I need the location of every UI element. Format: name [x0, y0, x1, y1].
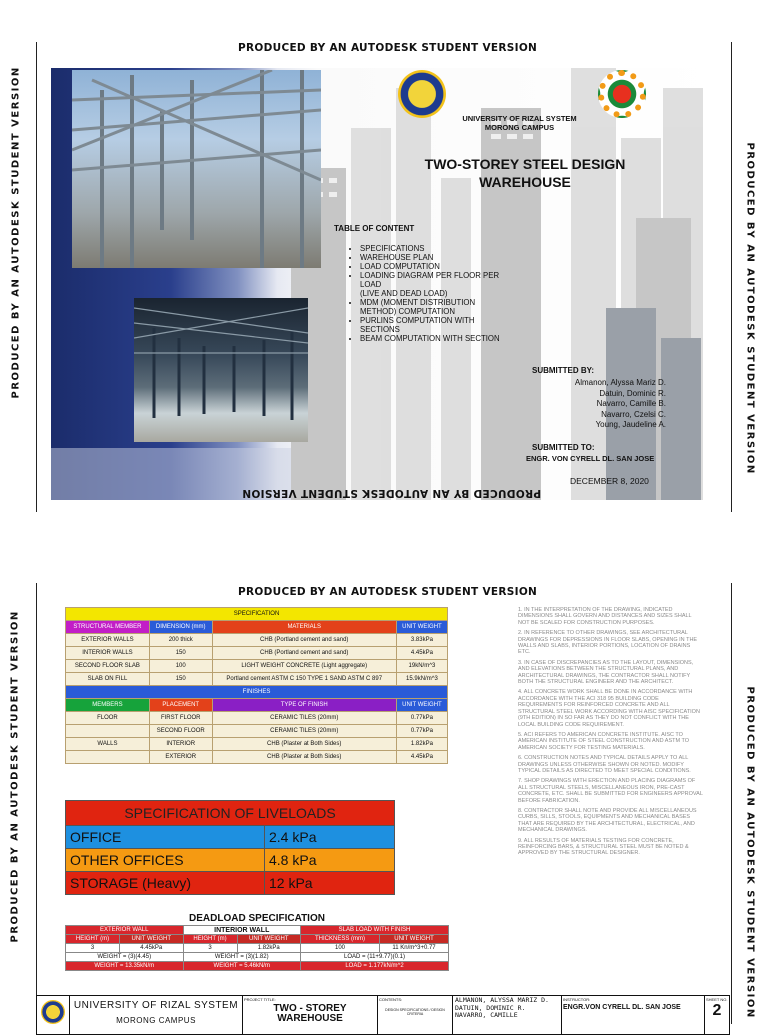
- watermark-right: PRODUCED BY AN AUTODESK STUDENT VERSION: [744, 142, 756, 475]
- deadload-cell: 11 Kn/m^3+0.77: [380, 944, 449, 953]
- watermark-bottom-inverted: PRODUCED BY AN AUTODESK STUDENT VERSION: [242, 487, 542, 499]
- title-block-campus: MORONG CAMPUS: [116, 1016, 196, 1025]
- finish-cell: INTERIOR: [149, 738, 212, 751]
- general-note: 7. SHOP DRAWINGS WITH ERECTION AND PLACING DIAGRAMS OF ALL STRUCTURAL STEELS, MISCELLANEOUS IRON, PRE-CAST CONCRETE, ETC. SHALL BE SUBMITTED FOR ENGINEERS APPROVAL BEFORE FABRICATION.: [518, 778, 703, 804]
- warehouse-interior-illustration: [134, 298, 308, 442]
- title-block-seal-logo: [41, 1000, 65, 1024]
- spec-cell: 150: [149, 673, 212, 686]
- deadload-header: HEIGHT (m): [183, 935, 237, 944]
- finish-header: TYPE OF FINISH: [212, 699, 396, 712]
- toc-item: • MDM (MOMENT DISTRIBUTION METHOD) COMPUTATION: [360, 298, 508, 316]
- spec-cell: EXTERIOR WALLS: [66, 634, 150, 647]
- liveload-value: 4.8 kPa: [265, 849, 395, 872]
- deadload-group: SLAB LOAD WITH FINISH: [301, 926, 449, 935]
- deadload-total: WEIGHT = 13.35kN/m: [66, 962, 184, 971]
- liveload-value: 2.4 kPa: [265, 826, 395, 849]
- title-block-university-cell: [70, 996, 243, 1035]
- spec-cell: SECOND FLOOR SLAB: [66, 660, 150, 673]
- spec-cell: LIGHT WEIGHT CONCRETE (Light aggregate): [212, 660, 396, 673]
- submitted-by-label: SUBMITTED BY:: [532, 366, 595, 375]
- finish-header: UNIT WEIGHT: [396, 699, 447, 712]
- cover-title-line1: TWO-STOREY STEEL DESIGN: [424, 156, 626, 172]
- submitter-name: Young, Jaudeline A.: [595, 420, 666, 429]
- deadload-header: HEIGHT (m): [66, 935, 120, 944]
- finishes-title: FINISHES: [66, 686, 448, 699]
- toc-list: [348, 244, 508, 343]
- submitted-to-name: ENGR. VON CYRELL DL. SAN JOSE: [526, 454, 655, 463]
- toc-item: • LOAD COMPUTATION: [360, 262, 508, 271]
- watermark-left: PRODUCED BY AN AUTODESK STUDENT VERSION: [10, 66, 22, 399]
- general-note: 8. CONTRACTOR SHALL NOTE AND PROVIDE ALL MISCELLANEOUS CURBS, SILLS, STOOLS, EQUIPMENTS AND MECHANICAL BASES THAT ARE REQUIRED BY THE ARCHITECTURAL, ELECTRICAL, AND MECHANICAL DRAWINGS.: [518, 807, 697, 834]
- spec-header: UNIT WEIGHT: [396, 621, 447, 634]
- liveload-label: OFFICE: [66, 826, 265, 849]
- cover-university-block: [452, 114, 587, 132]
- finish-row: [66, 712, 448, 725]
- contents-text: DESIGN SPECIFICATIONS / DESIGN CRITERIA: [385, 1008, 445, 1016]
- deadload-total: LOAD = 1.177kN/m^2: [301, 962, 449, 971]
- liveload-row: [66, 872, 395, 895]
- spec-cell: 19kN/m^3: [396, 660, 447, 673]
- liveload-row: [66, 849, 395, 872]
- liveloads-title: SPECIFICATION OF LIVELOADS: [66, 801, 395, 826]
- project-title: TWO - STOREY WAREHOUSE: [273, 1003, 347, 1024]
- watermark-top: PRODUCED BY AN AUTODESK STUDENT VERSION: [238, 42, 538, 54]
- deadload-header: THICKNESS (mm): [301, 935, 380, 944]
- members-text: ALMANON, ALYSSA MARIZ D. DATUIN, DOMINIC R. NAVARRO, CAMILLE: [455, 996, 549, 1019]
- deadload-weight: WEIGHT = (3)(4.45): [66, 953, 184, 962]
- spec-cell: Portland cement ASTM C 150 TYPE 1 SAND ASTM C 897: [212, 673, 396, 686]
- submitter-name: Navarro, Czelsi C.: [601, 409, 666, 419]
- instructor-name: ENGR.VON CYRELL DL. SAN JOSE: [563, 1004, 681, 1011]
- toc-item: • BEAM COMPUTATION WITH SECTION: [360, 334, 508, 343]
- finish-row: [66, 738, 448, 751]
- finish-cell: CHB (Plaster at Both Sides): [212, 751, 396, 764]
- spec-cell: 4.45kPa: [396, 647, 447, 660]
- finish-header: MEMBERS: [66, 699, 150, 712]
- spec-cell: INTERIOR WALLS: [66, 647, 150, 660]
- spec-cell: 150: [149, 647, 212, 660]
- cover-date: DECEMBER 8, 2020: [570, 476, 649, 486]
- spec-cell: 200 thick: [149, 634, 212, 647]
- spec-row: [66, 673, 448, 686]
- finish-cell: [66, 725, 150, 738]
- deadload-header: UNIT WEIGHT: [237, 935, 300, 944]
- deadload-total: WEIGHT = 5.46kN/m: [183, 962, 301, 971]
- liveload-label: OTHER OFFICES: [66, 849, 265, 872]
- contents-label: CONTENTS:: [379, 997, 403, 1002]
- deadload-title: DEADLOAD SPECIFICATION: [189, 912, 325, 924]
- spec-header: MATERIALS: [212, 621, 396, 634]
- finish-cell: FLOOR: [66, 712, 150, 725]
- toc-heading: TABLE OF CONTENT: [334, 224, 415, 233]
- general-note: 5. ACI REFERS TO AMERICAN CONCRETE INSTITUTE. AISC TO AMERICAN INSTITUTE OF STEEL CONSTRUCTION AND ASTM TO AMERICAN SOCIETY FOR TESTING MATERIALS.: [518, 731, 690, 751]
- members-cell: [453, 996, 562, 1035]
- spec-cell: 3.83kPa: [396, 634, 447, 647]
- toc-item: (LIVE AND DEAD LOAD): [360, 289, 448, 298]
- sheet-number: 2: [712, 1002, 722, 1019]
- submitter-name: Datuin, Dominic R.: [599, 388, 666, 398]
- liveloads-table: [65, 800, 395, 895]
- deadload-table: [65, 911, 449, 971]
- toc-item: • WAREHOUSE PLAN: [360, 253, 508, 262]
- finish-cell: WALLS: [66, 738, 150, 751]
- watermark-right-2: PRODUCED BY AN AUTODESK STUDENT VERSION: [744, 686, 756, 1019]
- submitted-to-label: SUBMITTED TO:: [532, 443, 595, 452]
- spec-cell: 15.9kN/m^3: [396, 673, 447, 686]
- spec-row: [66, 634, 448, 647]
- spec-header: DIMENSION (mm): [149, 621, 212, 634]
- finish-row: [66, 725, 448, 738]
- university-seal-logo: [398, 70, 446, 118]
- instructor-cell: [562, 996, 705, 1035]
- deadload-cell: 4.45kPa: [120, 944, 183, 953]
- general-notes: [518, 607, 703, 861]
- deadload-cell: 3: [183, 944, 237, 953]
- spec-cell: CHB (Portland cement and sand): [212, 647, 396, 660]
- cover-title: [410, 155, 640, 191]
- project-label: PROJECT TITLE:: [244, 997, 276, 1002]
- steel-frame-photo: [72, 70, 321, 268]
- general-note: 4. ALL CONCRETE WORK SHALL BE DONE IN ACCORDANCE WITH ACCORDANCE WITH THE ACI 318 95 BUILDING CODE REQUIREMENTS FOR REINFORCED CONCRETE AND ALL STRUCTURAL STEEL WORK ACCORDING WITH AISC SPECIFICATION (9TH EDITION) IN SO FAR AS THEY DO NOT CONFLICT WITH THE LOCAL BUILDING CODE REQUIREMENT.: [518, 689, 700, 728]
- finish-cell: 1.82kPa: [396, 738, 447, 751]
- liveload-label: STORAGE (Heavy): [66, 872, 265, 895]
- general-note: 6. CONSTRUCTION NOTES AND TYPICAL DETAILS APPLY TO ALL DRAWINGS UNLESS OTHERWISE SHOWN OR NOTED. MODIFY TYPICAL DETAILS AS DIRECTED TO MEET SPECIAL CONDITIONS.: [518, 755, 691, 774]
- deadload-header: UNIT WEIGHT: [120, 935, 183, 944]
- finish-cell: EXTERIOR: [149, 751, 212, 764]
- general-note: 3. IN CASE OF DISCREPANCIES AS TO THE LAYOUT, DIMENSIONS, AND ELEVATIONS BETWEEN THE STRUCTURAL PLANS, AND ARCHITECTURAL DRAWINGS, THE CONTRACTOR SHALL NOTIFY BOTH THE STRUCTURAL ENGINEER AND THE ARCHITECT.: [518, 659, 694, 686]
- finish-cell: SECOND FLOOR: [149, 725, 212, 738]
- submitter-name: Almanon, Alyssa Mariz D.: [574, 378, 666, 387]
- cover-university: UNIVERSITY OF RIZAL SYSTEM: [462, 114, 577, 123]
- steel-frame-illustration: [72, 70, 321, 268]
- title-block-university: UNIVERSITY OF RIZAL SYSTEM: [73, 1000, 239, 1011]
- finish-header: PLACEMENT: [149, 699, 212, 712]
- general-note: 9. ALL RESULTS OF MATERIALS TESTING FOR CONCRETE, REINFORCING BARS, & STRUCTURAL STEEL MUST BE NOTED & APPROVED BY THE STRUCTURAL DESIGNER.: [518, 837, 689, 857]
- general-note: 1. IN THE INTERPRETATION OF THE DRAWING, INDICATED DIMENSIONS SHALL GOVERN AND DISTANCES AND SIZES SHALL NOT BE SCALED FOR CONSTRUCTION PURPOSES.: [518, 607, 692, 626]
- deadload-cell: 1.82kPa: [237, 944, 300, 953]
- project-cell: [243, 996, 378, 1035]
- submitted-by-list: [560, 378, 666, 431]
- specification-table: [65, 607, 448, 764]
- watermark-top-2: PRODUCED BY AN AUTODESK STUDENT VERSION: [238, 586, 538, 598]
- warehouse-interior-photo: [134, 298, 308, 442]
- spec-header: STRUCTURAL MEMBER: [66, 621, 150, 634]
- finish-cell: FIRST FLOOR: [149, 712, 212, 725]
- finish-cell: 4.45kPa: [396, 751, 447, 764]
- toc-item: • SPECIFICATIONS: [360, 244, 508, 253]
- cover-title-line2: WAREHOUSE: [479, 174, 571, 190]
- spec-cell: CHB (Portland cement and sand): [212, 634, 396, 647]
- cover-campus: MORONG CAMPUS: [484, 123, 555, 132]
- finish-cell: 0.77kPa: [396, 712, 447, 725]
- finish-cell: 0.77kPa: [396, 725, 447, 738]
- submitter-name: Navarro, Camille B.: [596, 399, 666, 408]
- sheet-cell: [705, 996, 730, 1035]
- spec-row: [66, 660, 448, 673]
- deadload-group: EXTERIOR WALL: [66, 926, 184, 935]
- finish-cell: CHB (Plaster at Both Sides): [212, 738, 396, 751]
- deadload-cell: 3: [66, 944, 120, 953]
- finish-row: [66, 751, 448, 764]
- spec-row: [66, 647, 448, 660]
- spec-title: SPECIFICATION: [66, 608, 448, 621]
- title-block: [36, 995, 730, 1035]
- deadload-header: UNIT WEIGHT: [380, 935, 449, 944]
- finish-cell: [66, 751, 150, 764]
- toc-item: • LOADING DIAGRAM PER FLOOR PER LOAD: [360, 271, 508, 289]
- spec-cell: 100: [149, 660, 212, 673]
- finish-cell: CERAMIC TILES (20mm): [212, 712, 396, 725]
- sheet-label: SHEET NO.: [706, 997, 728, 1002]
- deadload-weight: LOAD = (11+9.77)(0.1): [301, 953, 449, 962]
- spec-cell: SLAB ON FILL: [66, 673, 150, 686]
- department-gear-logo: [598, 70, 646, 118]
- toc-item: • PURLINS COMPUTATION WITH SECTIONS: [360, 316, 508, 334]
- deadload-weight: WEIGHT = (3)(1.82): [183, 953, 301, 962]
- finish-cell: CERAMIC TILES (20mm): [212, 725, 396, 738]
- liveload-value: 12 kPa: [265, 872, 395, 895]
- deadload-cell: 100: [301, 944, 380, 953]
- contents-cell: [378, 996, 453, 1035]
- general-note: 2. IN REFERENCE TO OTHER DRAWINGS, SEE ARCHITECTURAL DRAWINGS FOR DEPRESSIONS IN FLOOR SLABS, OPENING IN THE WALLS AND SLABS, INTERIOR PORTIONS, LOCATION OF DRAINS ETC.: [518, 630, 698, 656]
- liveload-row: [66, 826, 395, 849]
- instructor-label: INSTRUCTOR:: [563, 997, 591, 1002]
- deadload-group: INTERIOR WALL: [183, 926, 301, 935]
- watermark-left-2: PRODUCED BY AN AUTODESK STUDENT VERSION: [9, 610, 21, 943]
